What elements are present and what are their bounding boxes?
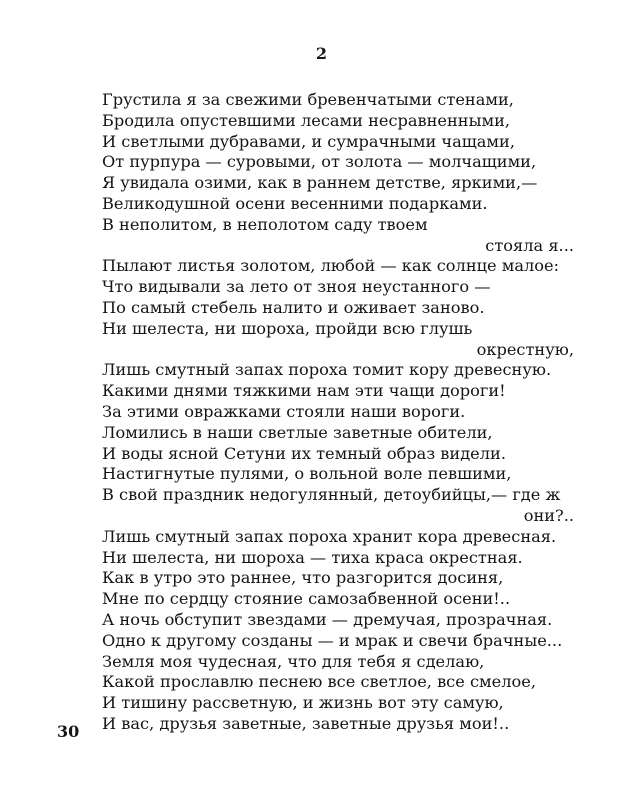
poem-line: Какими днями тяжкими нам эти чащи дороги! <box>102 381 506 401</box>
poem-line: Мне по сердцу стояние самозабвенной осени!.. <box>102 589 511 609</box>
page-number: 30 <box>57 722 80 741</box>
poem-line: Ни шелеста, ни шороха, пройди всю глушь <box>102 318 473 338</box>
poem-line: Одно к другому созданы — и мрак и свечи брачные... <box>102 630 563 650</box>
poem-line: Что видывали за лето от зноя неустанного — <box>102 277 491 297</box>
poem-line: От пурпура — суровыми, от золота — молчащими, <box>102 152 537 172</box>
poem-line: Настигнутые пулями, о вольной воле певшими, <box>102 464 512 484</box>
poem-line: Великодушной осени весенними подарками. <box>102 193 488 213</box>
poem-line: Лишь смутный запах пороха хранит кора древесная. <box>102 526 557 546</box>
poem-line: стояла я... <box>485 235 574 255</box>
poem-line: Бродила опустевшими лесами несравненными, <box>102 110 510 130</box>
section-number: 2 <box>315 44 328 63</box>
poem-line: Как в утро это раннее, что разгорится досиня, <box>102 568 504 588</box>
poem-line: А ночь обступит звездами — дремучая, прозрачная. <box>102 609 553 629</box>
poem-line: И воды ясной Сетуни их темный образ видели. <box>102 443 506 463</box>
poem-line: окрестную, <box>476 339 574 359</box>
poem-line: Ломились в наши светлые заветные обители, <box>102 422 493 442</box>
poem-line: И тишину рассветную, и жизнь вот эту самую, <box>102 693 504 713</box>
poem-line: За этими овражками стояли наши вороги. <box>102 401 466 421</box>
poem-line: И светлыми дубравами, и сумрачными чащами, <box>102 131 515 151</box>
poem-line: Пылают листья золотом, любой — как солнце малое: <box>102 256 560 276</box>
poem-line: Я увидала озими, как в раннем детстве, яркими,— <box>102 173 538 193</box>
poem-line: В неполитом, в неполотом саду твоем <box>102 214 428 234</box>
poem-line: По самый стебель налито и оживает заново. <box>102 297 485 317</box>
poem-line: И вас, друзья заветные, заветные друзья мои!.. <box>102 713 510 733</box>
poem-line: Лишь смутный запах пороха томит кору древесную. <box>102 360 552 380</box>
poem-line: Земля моя чудесная, что для тебя я сделаю, <box>102 651 485 671</box>
poem-line: Грустила я за свежими бревенчатыми стенами, <box>102 90 514 109</box>
poem-body <box>102 90 574 735</box>
poem-line: они?.. <box>523 505 574 525</box>
poem-line: Ни шелеста, ни шороха — тиха краса окрестная. <box>102 547 523 567</box>
poem-line: В свой праздник недогулянный, детоубийцы,— где ж <box>102 485 561 505</box>
poem-line: Какой прославлю песнею все светлое, все смелое, <box>102 672 536 692</box>
